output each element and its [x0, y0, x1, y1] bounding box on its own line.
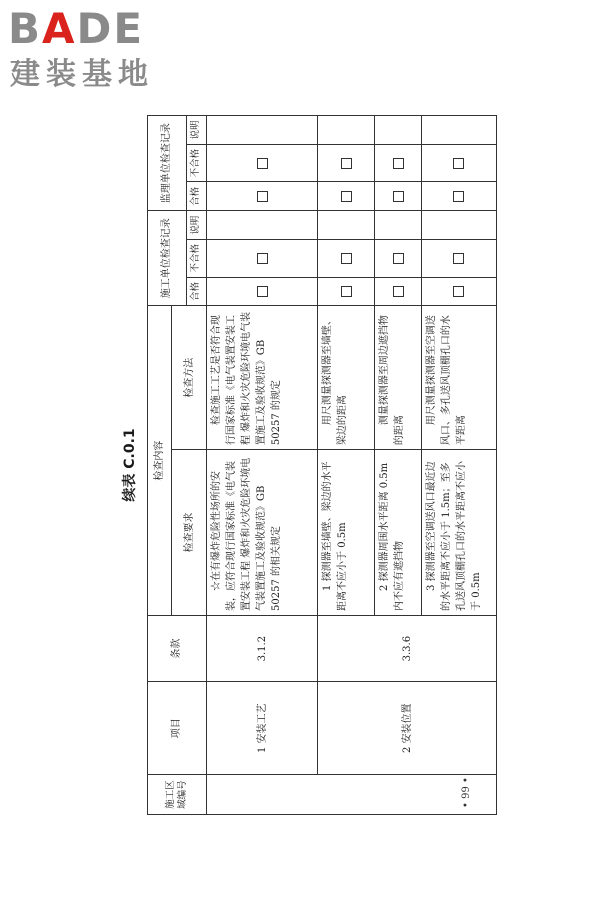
header-clause: 条款: [148, 615, 207, 681]
area-no-cell: [206, 775, 496, 815]
item-cell: 1 安装工艺: [206, 682, 318, 775]
header-content: 检查内容: [148, 306, 172, 616]
header-supervisor-fail: 不合格: [186, 144, 206, 182]
method-cell: 测量探测器至周边遮挡物的距离: [375, 306, 422, 450]
logo-wordmark-text: [8, 4, 144, 53]
checkbox-icon: [341, 191, 352, 202]
logo-subtitle: 建装基地: [10, 57, 154, 92]
page-number: • 99 •: [461, 777, 472, 808]
header-supervisor: 监理单位检查记录: [148, 116, 187, 211]
supervisor-note-cell[interactable]: [375, 116, 422, 145]
header-area-no: 施工区域编号: [148, 775, 207, 815]
requirement-cell: 2 探测器周围水平距离 0.5m 内不应有遮挡物: [375, 450, 422, 616]
method-cell: 用尺测量探测器至空调送风口、多孔送风顶棚孔口的水平距离: [421, 306, 496, 450]
item-cell: 2 安装位置: [318, 682, 497, 775]
contractor-fail-checkbox[interactable]: [421, 239, 496, 277]
checkbox-icon: [393, 286, 404, 297]
method-cell: 检查施工工艺是否符合现行国家标准《电气装置安装工程 爆炸和火灾危险环境电气装置施工及验收规范》GB 50257 的规定: [206, 306, 318, 450]
supervisor-fail-checkbox[interactable]: [206, 144, 318, 182]
logo-letter: D: [76, 4, 114, 53]
table-row: [206, 116, 318, 815]
contractor-note-cell[interactable]: [318, 211, 375, 240]
checkbox-icon: [257, 253, 268, 264]
logo-letter: A: [42, 4, 77, 53]
checkbox-icon: [393, 191, 404, 202]
supervisor-note-cell[interactable]: [421, 116, 496, 145]
header-contractor-fail: 不合格: [186, 239, 206, 277]
supervisor-pass-checkbox[interactable]: [421, 182, 496, 211]
logo-letter: B: [8, 4, 43, 53]
contractor-pass-checkbox[interactable]: [206, 277, 318, 306]
header-requirement: 检查要求: [172, 450, 206, 616]
contractor-pass-checkbox[interactable]: [318, 277, 375, 306]
checkbox-icon: [453, 253, 464, 264]
requirement-cell: ☆在有爆炸危险性场所的安装，应符合现行国家标准《电气装置安装工程 爆炸和火灾危险环境电气装置施工及验收规范》GB 50257 的相关规定: [206, 450, 318, 616]
supervisor-note-cell[interactable]: [318, 116, 375, 145]
supervisor-fail-checkbox[interactable]: [375, 144, 422, 182]
checkbox-icon: [453, 158, 464, 169]
header-contractor-pass: 合格: [186, 277, 206, 306]
supervisor-pass-checkbox[interactable]: [375, 182, 422, 211]
contractor-fail-checkbox[interactable]: [318, 239, 375, 277]
logo-letter: E: [113, 4, 145, 53]
clause-cell: 3.1.2: [206, 615, 318, 681]
method-cell: 用尺测量探测器至墙壁、梁边的距离: [318, 306, 375, 450]
requirement-cell: 1 探测器至墙壁、梁边的水平距离不应小于 0.5m: [318, 450, 375, 616]
checkbox-icon: [341, 286, 352, 297]
header-contractor: 施工单位检查记录: [148, 211, 187, 306]
checkbox-icon: [453, 286, 464, 297]
header-supervisor-note: 说明: [186, 116, 206, 145]
header-contractor-note: 说明: [186, 211, 206, 240]
logo: [8, 6, 178, 96]
header-method: 检查方法: [172, 306, 206, 450]
logo-wordmark: [8, 6, 144, 52]
contractor-note-cell[interactable]: [375, 211, 422, 240]
rotated-page: [117, 115, 497, 815]
table-row: [318, 116, 375, 815]
checkbox-icon: [341, 253, 352, 264]
table-title: 续表 C.0.1: [122, 428, 138, 502]
supervisor-fail-checkbox[interactable]: [421, 144, 496, 182]
header-row-1: [148, 116, 172, 815]
contractor-pass-checkbox[interactable]: [421, 277, 496, 306]
checkbox-icon: [341, 158, 352, 169]
header-supervisor-pass: 合格: [186, 182, 206, 211]
contractor-note-cell[interactable]: [206, 211, 318, 240]
checkbox-icon: [393, 158, 404, 169]
clause-cell: 3.3.6: [318, 615, 497, 681]
contractor-pass-checkbox[interactable]: [375, 277, 422, 306]
checkbox-icon: [257, 286, 268, 297]
requirement-cell: 3 探测器至空调送风口最近边的水平距离不应小于 1.5m；至多孔送风顶棚孔口的水平距离不应小于 0.5m: [421, 450, 496, 616]
checkbox-icon: [453, 191, 464, 202]
inspection-table: [147, 115, 497, 815]
supervisor-pass-checkbox[interactable]: [318, 182, 375, 211]
contractor-fail-checkbox[interactable]: [375, 239, 422, 277]
contractor-note-cell[interactable]: [421, 211, 496, 240]
checkbox-icon: [257, 191, 268, 202]
header-item: 项目: [148, 682, 207, 775]
checkbox-icon: [393, 253, 404, 264]
contractor-fail-checkbox[interactable]: [206, 239, 318, 277]
supervisor-pass-checkbox[interactable]: [206, 182, 318, 211]
supervisor-note-cell[interactable]: [206, 116, 318, 145]
supervisor-fail-checkbox[interactable]: [318, 144, 375, 182]
checkbox-icon: [257, 158, 268, 169]
